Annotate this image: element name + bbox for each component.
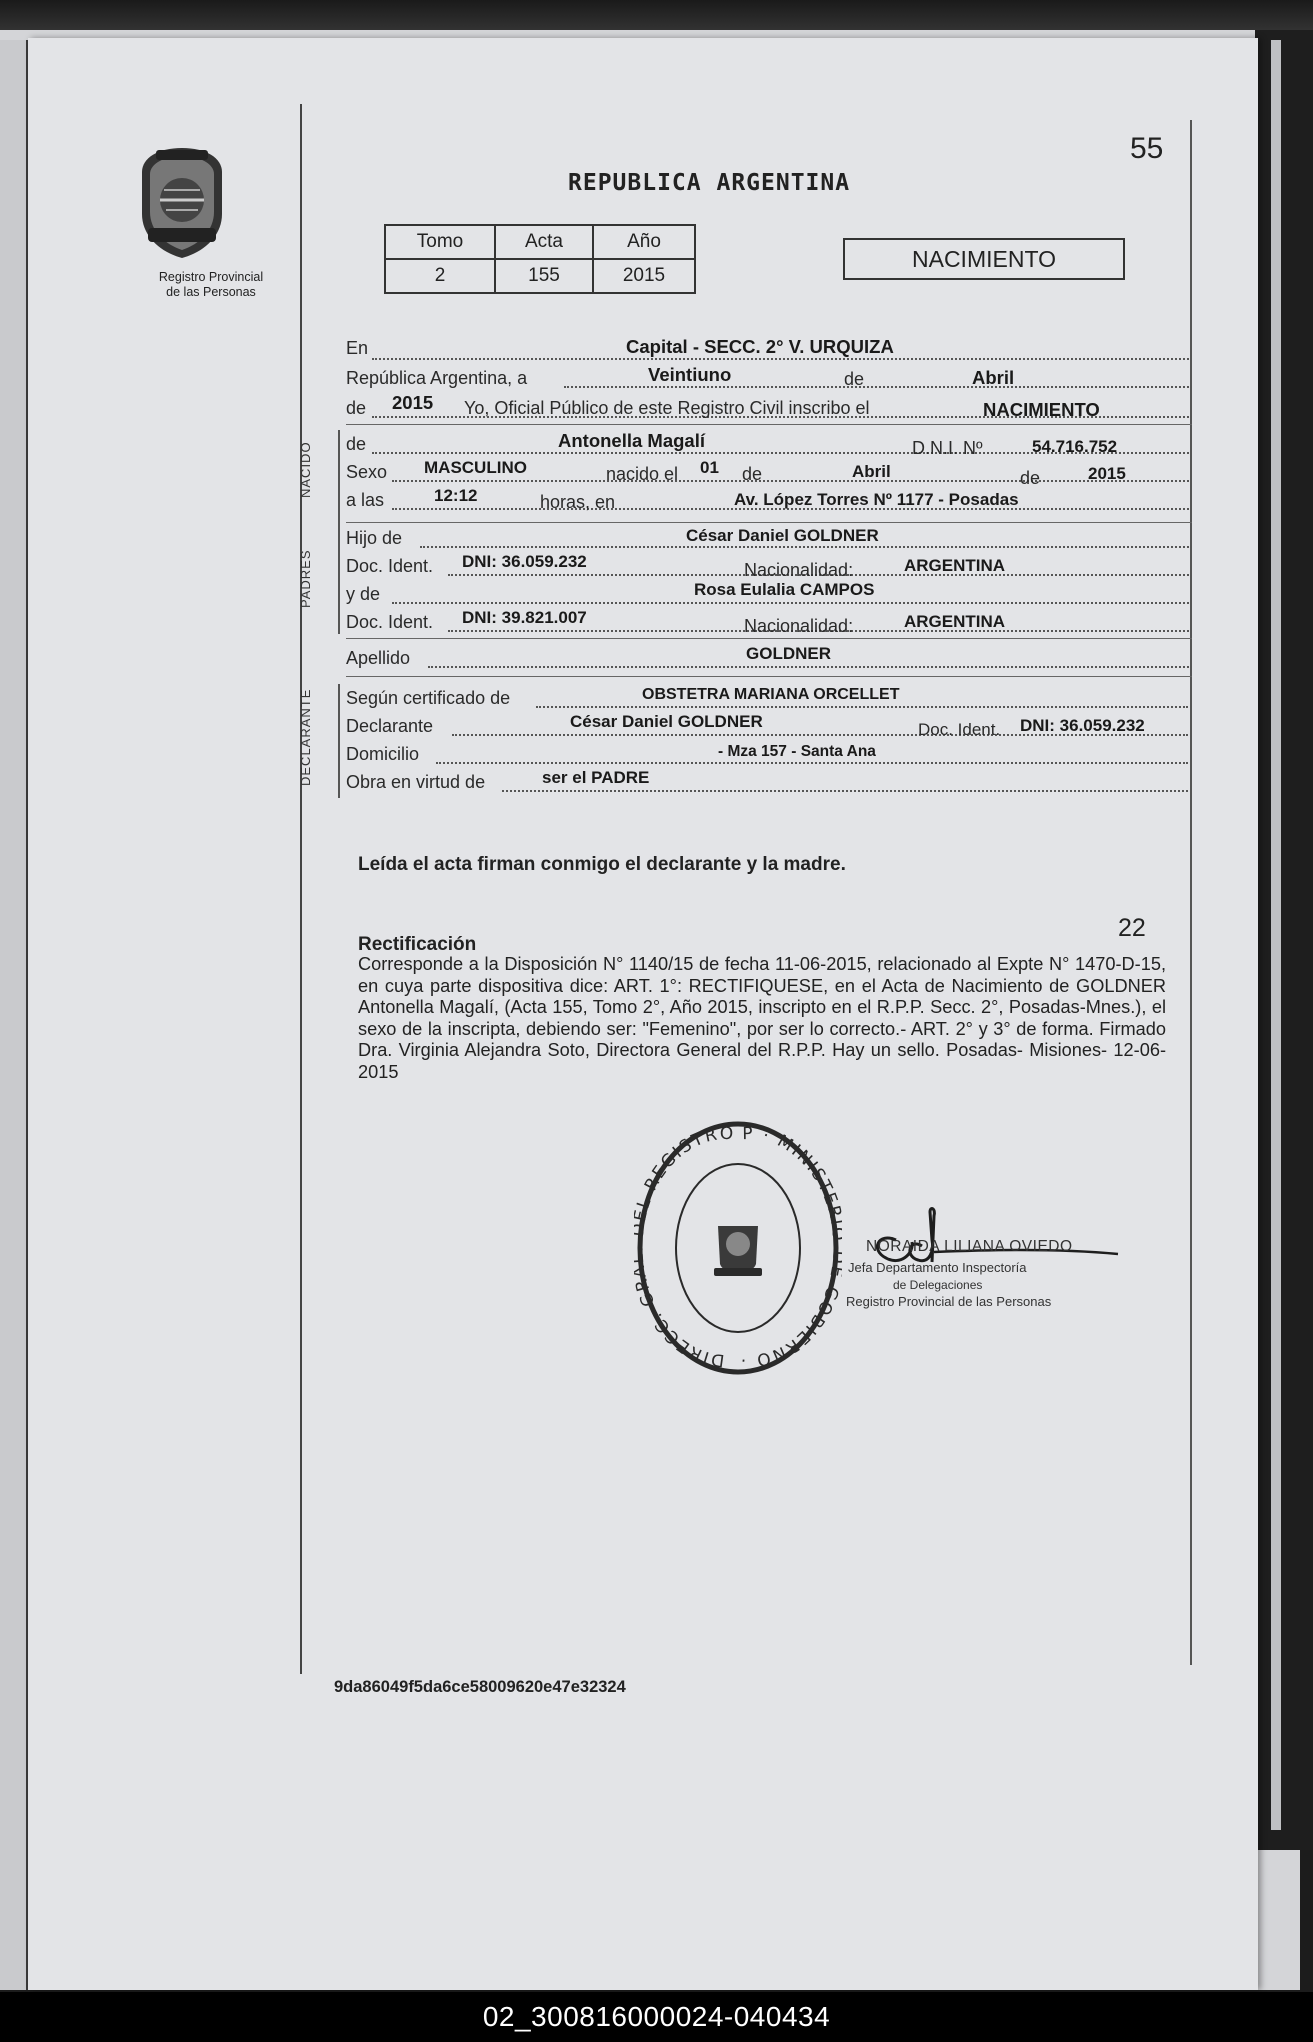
record-header-anio: Año	[593, 225, 695, 259]
binder-edge	[1255, 30, 1313, 1850]
domicilio-label: Domicilio	[346, 744, 420, 764]
section-label-nacido: NACIDO	[298, 441, 313, 498]
registry-label	[96, 270, 326, 300]
nacionalidad-label: Nacionalidad:	[744, 560, 854, 580]
signatory-role: Registro Provincial de las Personas	[846, 1294, 1052, 1309]
officer-text: Yo, Oficial Público de este Registro Civil inscribo el	[464, 398, 870, 418]
republic-label: República Argentina, a	[346, 368, 528, 388]
footer-bar	[0, 1992, 1313, 2042]
dni-label: D.N.I. Nº	[912, 438, 983, 458]
left-margin-rule	[300, 104, 302, 1674]
document-title: REPUBLICA ARGENTINA	[568, 170, 851, 196]
dotted-line	[428, 666, 1192, 668]
certificate-issuer: OBSTETRA MARIANA ORCELLET	[642, 686, 900, 703]
section-label-padres: PADRES	[298, 549, 313, 608]
doc-ident-label: Doc. Ident.	[346, 556, 434, 576]
registry-label-line1: Registro Provincial	[158, 270, 264, 284]
padres-bracket	[338, 528, 340, 634]
doc-ident-label: Doc. Ident.	[346, 612, 434, 632]
doc-ident-label: Doc. Ident.	[918, 720, 1001, 739]
child-sex: MASCULINO	[424, 458, 527, 477]
declarante-label: Declarante	[346, 716, 434, 736]
father-nationality: ARGENTINA	[904, 556, 1006, 575]
apellido-label: Apellido	[346, 648, 411, 668]
birth-day: 01	[700, 458, 719, 477]
dotted-line	[502, 790, 1188, 792]
mother-doc: DNI: 39.821.007	[462, 608, 587, 627]
hijo-de-label: Hijo de	[346, 528, 403, 548]
dotted-line	[564, 386, 1192, 388]
rectification-body: Corresponde a la Disposición N° 1140/15 de fecha 11-06-2015, relacionado al Expte N° 1470-D-15, en cuya parte dispositiva dice: ART. 1°: RECTIFIQUESE, en el Acta de Nacimiento de GOLDNER Antonella Magalí, (Acta 155, Tomo 2°, Año 2015, inscripto en el R.P.P. Secc. 2°, Posadas-Mnes.), el sexo de la inscripta, debiendo ser: "Femenino", por ser lo correcto.- ART. 2° y 3° de forma. Firmado Dra. Virginia Alejandra Soto, Directora General del R.P.P. Hay un sello. Posadas- Misiones- 12-06-2015	[358, 954, 1166, 1082]
dotted-line	[392, 480, 1192, 482]
record-header-acta: Acta	[495, 225, 593, 259]
left-sheet-edge	[0, 40, 28, 1990]
declarante-bracket	[338, 684, 340, 798]
dotted-line	[392, 602, 1192, 604]
declarant-doc: DNI: 36.059.232	[1020, 716, 1145, 735]
dotted-line	[420, 546, 1192, 548]
de-label: de	[742, 464, 763, 484]
act-day-words: Veintiuno	[648, 364, 732, 385]
declarant-capacity: ser el PADRE	[542, 768, 650, 787]
child-name: Antonella Magalí	[558, 430, 705, 451]
footer-code: 02_300816000024-040434	[482, 2001, 831, 2032]
father-name: César Daniel GOLDNER	[686, 526, 879, 545]
y-de-label: y de	[346, 584, 381, 604]
declarant-address: - Mza 157 - Santa Ana	[718, 743, 876, 760]
obra-label: Obra en virtud de	[346, 772, 486, 792]
inscribed-type: NACIMIENTO	[983, 399, 1100, 420]
signatory-role: Jefa Departamento Inspectoría	[848, 1260, 1027, 1275]
birth-place: Av. López Torres Nº 1177 - Posadas	[734, 490, 1019, 509]
sexo-label: Sexo	[346, 462, 388, 482]
child-dni: 54.716.752	[1032, 437, 1118, 456]
father-doc: DNI: 36.059.232	[462, 552, 587, 571]
certificado-label: Según certificado de	[346, 688, 511, 708]
dotted-line	[372, 358, 1192, 360]
nacido-de-label: de	[346, 434, 367, 454]
record-value-anio: 2015	[593, 259, 695, 293]
nacido-bracket	[338, 430, 340, 538]
closing-statement: Leída el acta firman conmigo el declarante y la madre.	[358, 854, 846, 875]
record-table	[384, 224, 696, 294]
dotted-line	[536, 706, 1188, 708]
binder-page-edge	[1271, 40, 1281, 1830]
section-divider	[346, 638, 1192, 639]
rectification-title: Rectificación	[358, 934, 477, 955]
de-label: de	[844, 369, 865, 389]
horas-label: horas, en	[540, 492, 616, 512]
surname: GOLDNER	[746, 644, 831, 663]
birth-month: Abril	[852, 462, 891, 481]
birth-certificate-page	[28, 38, 1258, 1990]
official-seal-icon	[634, 1118, 842, 1378]
record-value-tomo: 2	[385, 259, 495, 293]
dotted-line	[436, 762, 1188, 764]
declarant-name: César Daniel GOLDNER	[570, 712, 763, 731]
act-type-box: NACIMIENTO	[843, 238, 1125, 280]
section-divider	[346, 424, 1192, 425]
act-year: 2015	[392, 392, 434, 413]
record-value-acta: 155	[495, 259, 593, 293]
record-header-tomo: Tomo	[385, 225, 495, 259]
mother-nationality: ARGENTINA	[904, 612, 1006, 631]
de-label: de	[346, 398, 367, 418]
a-las-label: a las	[346, 490, 385, 510]
mother-name: Rosa Eulalia CAMPOS	[694, 580, 875, 599]
registry-label-line2: de las Personas	[166, 285, 256, 299]
en-label: En	[346, 338, 369, 358]
section-label-declarante: DECLARANTE	[298, 688, 313, 786]
birth-time: 12:12	[434, 486, 478, 505]
act-place: Capital - SECC. 2° V. URQUIZA	[626, 336, 894, 357]
signatory-name: NORAIDA LILIANA OVIEDO	[866, 1238, 1073, 1255]
birth-year: 2015	[1088, 464, 1126, 483]
page-number: 55	[1130, 132, 1164, 165]
de-label: de	[1020, 468, 1041, 488]
signatory-role: de Delegaciones	[893, 1278, 983, 1292]
rectification-number: 22	[1118, 914, 1146, 942]
right-margin-rule	[1190, 120, 1192, 1665]
document-hash: 9da86049f5da6ce58009620e47e32324	[334, 1678, 626, 1696]
nacido-el-label: nacido el	[606, 464, 679, 484]
act-month: Abril	[972, 367, 1015, 388]
section-divider	[346, 676, 1192, 677]
section-divider	[346, 522, 1192, 523]
nacionalidad-label: Nacionalidad:	[744, 616, 854, 636]
seal-text: DIRECC. G L REGISTRO P · MINISTE GOBIERNO ·	[634, 1123, 842, 1371]
